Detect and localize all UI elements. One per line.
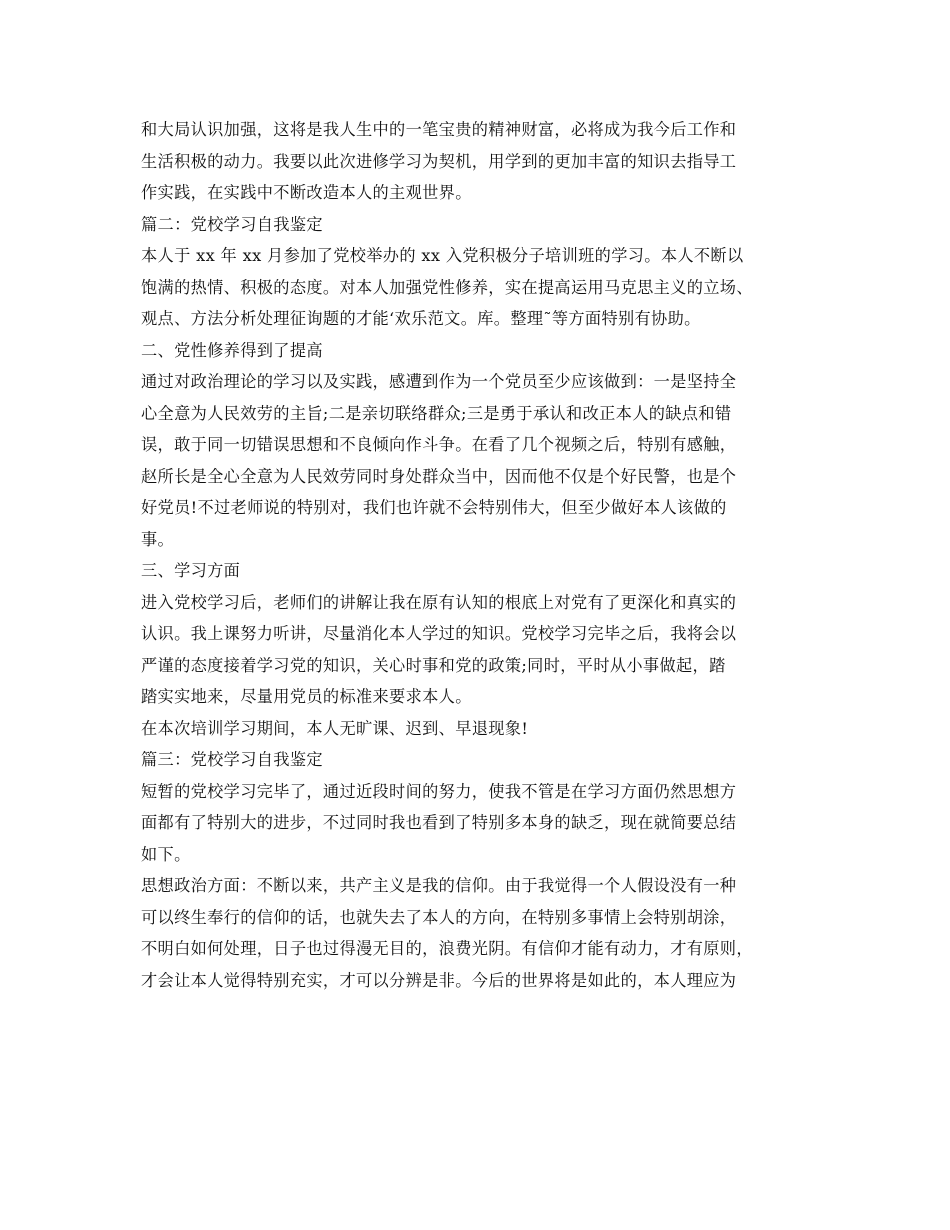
subheading-party-spirit: 二、党性修养得到了提高 (141, 340, 323, 360)
body-text-line: 在本次培训学习期间，本人无旷课、迟到、早退现象! (141, 718, 529, 738)
section-heading-part-three: 篇三：党校学习自我鉴定 (141, 750, 323, 769)
body-text-line: 严谨的态度接着学习党的知识，关心时事和党的政策;同时，平时从小事做起，踏 (141, 655, 726, 675)
body-text-line: 踏实实地来，尽量用党员的标准来要求本人。 (141, 687, 472, 706)
body-text-line: 如下。 (141, 844, 191, 864)
body-text-line: 赵所长是全心全意为人民效劳同时身处群众当中，因而他不仅是个好民警，也是个 (141, 466, 737, 486)
body-text-line: 生活积极的动力。我要以此次进修学习为契机，用学到的更加丰富的知识去指导工 (141, 151, 737, 171)
section-heading-part-two: 篇二：党校学习自我鉴定 (141, 214, 323, 234)
body-text-line: 饱满的热情、积极的态度。对本人加强党性修养，实在提高运用马克思主义的立场、 (141, 277, 753, 297)
document-page (141, 114, 831, 996)
body-text-line: 认识。我上课努力听讲，尽量消化本人学过的知识。党校学习完毕之后，我将会以 (141, 624, 737, 643)
body-text-line: 不明白如何处理，日子也过得漫无目的，浪费光阴。有信仰才能有动力，才有原则， (141, 939, 753, 958)
body-text-line: 可以终生奉行的信仰的话，也就失去了本人的方向，在特别多事情上会特别胡涂， (141, 907, 737, 927)
body-text-line: 通过对政治理论的学习以及实践，感遭到作为一个党员至少应该做到：一是坚持全 (141, 372, 737, 391)
body-text-line: 短暂的党校学习完毕了，通过近段时间的努力，使我不管是在学习方面仍然思想方 (141, 781, 737, 801)
body-text-line: 思想政治方面：不断以来，共产主义是我的信仰。由于我觉得一个人假设没有一种 (141, 876, 737, 895)
body-text-line: 事。 (141, 529, 175, 549)
body-text-line: 本人于 xx 年 xx 月参加了党校举办的 xx 入党积极分子培训班的学习。本人不断以 (141, 246, 744, 265)
body-text-line: 观点、方法分析处理征询题的才能‘欢乐范文。库。整理˜等方面特别有协助。 (141, 309, 701, 328)
body-text-line: 心全意为人民效劳的主旨;二是亲切联络群众;三是勇于承认和改正本人的缺点和错 (141, 403, 732, 423)
body-text-line: 才会让本人觉得特别充实，才可以分辨是非。今后的世界将是如此的，本人理应为 (141, 970, 737, 990)
body-text-line: 好党员!不过老师说的特别对，我们也许就不会特别伟大，但至少做好本人该做的 (141, 498, 727, 517)
body-text-line: 面都有了特别大的进步，不过同时我也看到了特别多本身的缺乏，现在就简要总结 (141, 813, 737, 832)
body-text-line: 误，敢于同一切错误思想和不良倾向作斗争。在看了几个视频之后，特别有感触， (141, 435, 737, 454)
body-text-line: 进入党校学习后，老师们的讲解让我在原有认知的根底上对党有了更深化和真实的 (141, 592, 737, 612)
body-text-line: 作实践，在实践中不断改造本人的主观世界。 (141, 183, 472, 202)
body-text-line: 和大局认识加强，这将是我人生中的一笔宝贵的精神财富，必将成为我今后工作和 (141, 120, 737, 139)
subheading-study: 三、学习方面 (141, 561, 241, 580)
